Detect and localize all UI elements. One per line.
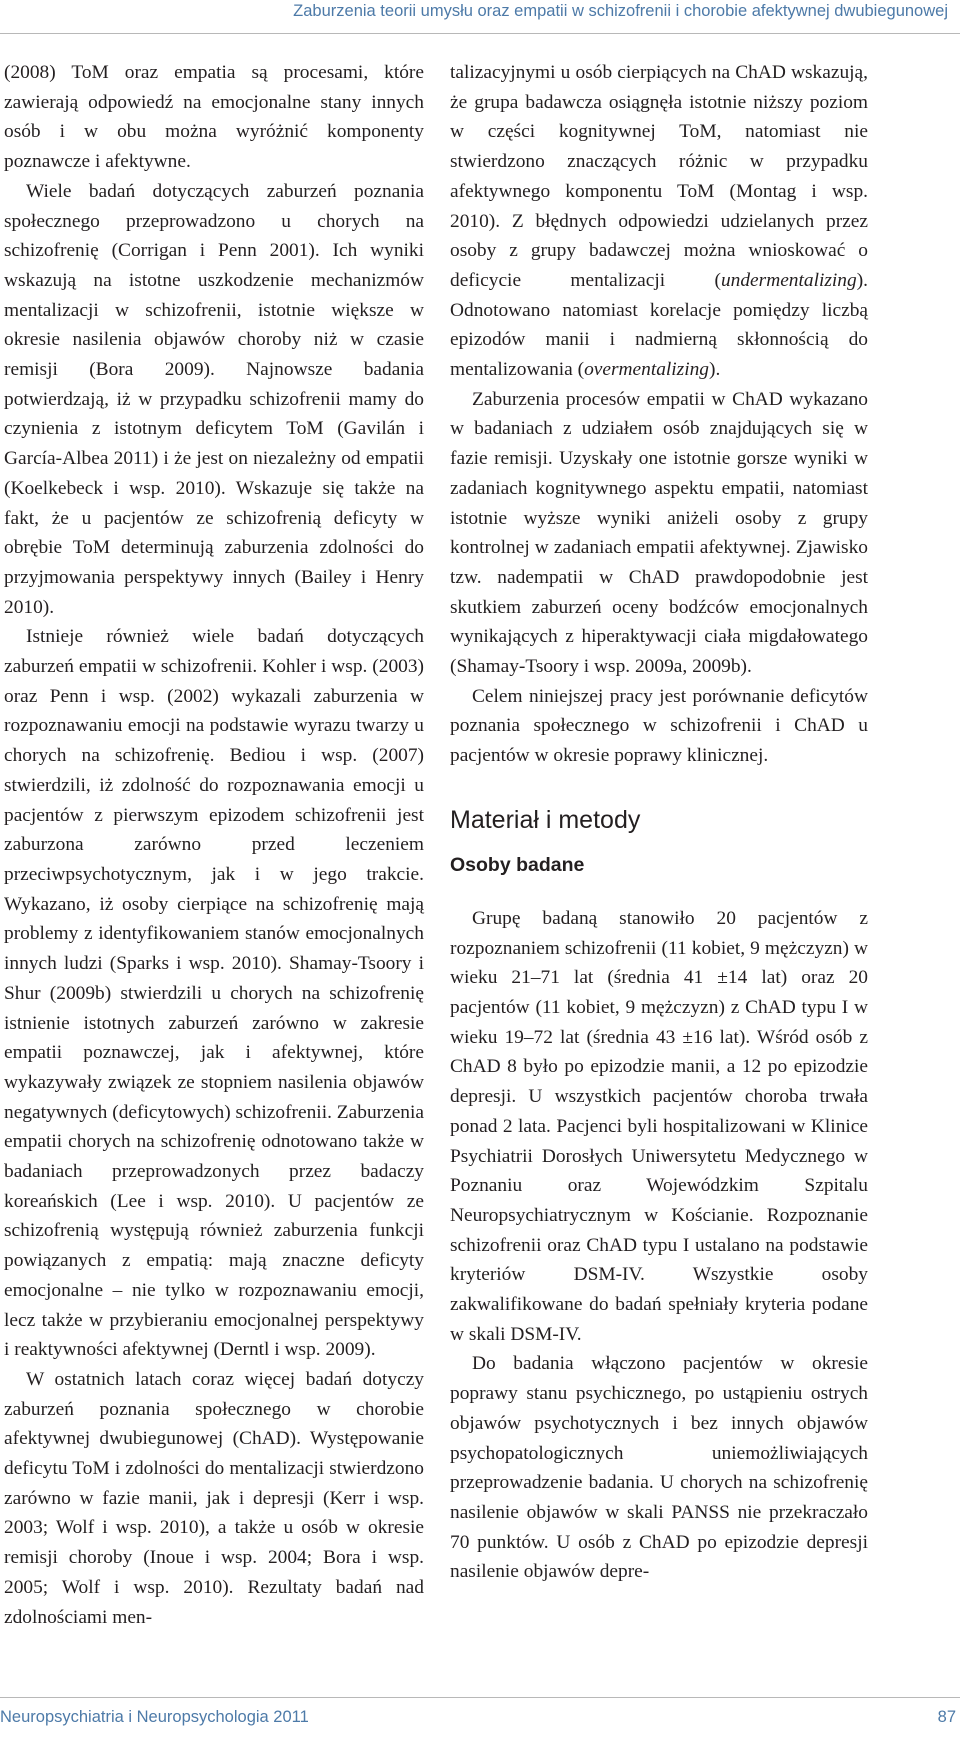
- left-column: [4, 58, 424, 1632]
- running-header: [0, 0, 960, 30]
- header-divider: [0, 33, 960, 34]
- paragraph-methods-1: Grupę badaną stanowiło 20 pacjentów z rozpoznaniem schizofrenii (11 kobiet, 9 mężczyzn) w wieku 21–71 lat (średnia 41 ±14 lat) oraz 20 pacjentów (11 kobiet, 9 mężczyzn) z ChAD typu I w wieku 19–72 lat (średnia 43 ±16 lat). Wśród osób z ChAD 8 było po epizodzie manii, a 12 po epizodzie depresji. U wszystkich pacjentów choroba trwała ponad 2 lata. Pacjenci byli hospitalizowani w Klinice Psychiatrii Dorosłych Uniwersytetu Medycznego w Poznaniu oraz Wojewódzkim Szpitalu Neuropsychiatrycznym w Kościanie. Rozpoznanie schizofrenii oraz ChAD typu I ustalano na podstawie kryteriów DSM-IV. Wszystkie osoby zakwalifikowane do badań spełniały kryteria podane w skali DSM-IV.: [450, 907, 868, 1345]
- paragraph-right-1: [450, 58, 868, 385]
- italic-term-undermentalizing: undermentalizing: [720, 269, 857, 291]
- footer-divider: [0, 1697, 960, 1698]
- subsection-heading: Osoby badane: [450, 853, 585, 876]
- paragraph-right-1-part-c: ).: [709, 359, 721, 381]
- journal-name: Neuropsychiatria i Neuropsychologia 2011: [0, 1708, 309, 1726]
- paragraph-methods-2: Do badania włączono pacjentów w okresie poprawy stanu psychicznego, po ustąpieniu ostrych objawów psychotycznych i bez innych objawów psychopatologicznych uniemożliwiających przeprowadzenie badania. U chorych na schizofrenię nasilenie objawów w skali PANSS nie przekraczało 70 punktów. U osób z ChAD po epizodzie depresji nasilenie objawów depre-: [450, 1353, 868, 1583]
- right-column: [450, 58, 868, 1587]
- paragraph-left-1: (2008) ToM oraz empatia są procesami, które zawierają odpowiedź na emocjonalne stany innych osób i w obu można wyróżnić komponenty poznawcze i afektywne.: [4, 62, 424, 173]
- italic-term-overmentalizing: overmentalizing: [584, 359, 710, 381]
- running-header-text: Zaburzenia teorii umysłu oraz empatii w schizofrenii i chorobie afektywnej dwubiegunowej: [293, 2, 948, 20]
- paragraph-left-4: W ostatnich latach coraz więcej badań dotyczy zaburzeń poznania społecznego w chorobie afektywnej dwubiegunowej (ChAD). Występowanie deficytu ToM i zdolności do mentalizacji stwierdzono zarówno w fazie manii, jak i depresji (Kerr i wsp. 2003; Wolf i wsp. 2010), a także u osób w okresie remisji choroby (Inoue i wsp. 2004; Bora i wsp. 2005; Wolf i wsp. 2010). Rezultaty badań nad zdolnościami men-: [4, 1368, 424, 1628]
- paragraph-right-1-part-b: ). Odnotowano natomiast korelacje pomiędzy liczbą epizodów manii i nadmierną skłonnością do mentalizowania (: [450, 269, 868, 381]
- page-number: 87: [937, 1708, 956, 1726]
- section-heading: Materiał i metody: [450, 805, 641, 834]
- paragraph-left-3: Istnieje również wiele badań dotyczących zaburzeń empatii w schizofrenii. Kohler i wsp. (2003) oraz Penn i wsp. (2002) wykazali zaburzenia w rozpoznawaniu emocji na podstawie wyrazu twarzy u chorych na schizofrenię. Bediou i wsp. (2007) stwierdzili, iż zdolność do rozpoznawania emocji u pacjentów z pierwszym epizodem schizofrenii jest zaburzona zarówno przed leczeniem przeciwpsychotycznym, jak i w jego trakcie. Wykazano, iż osoby cierpiące na schizofrenię mają problemy z identyfikowaniem stanów emocjonalnych innych ludzi (Sparks i wsp. 2010). Shamay-Tsoory i Shur (2009b) stwierdzili u chorych na schizofrenię istnienie istotnych zaburzeń zarówno w zakresie empatii poznawczej, jak i afektywnej, które wykazywały związek ze stopniem nasilenia objawów negatywnych (deficytowych) schizofrenii. Zaburzenia empatii chorych na schizofrenię odnotowano także w badaniach przeprowadzonych przez badaczy koreańskich (Lee i wsp. 2010). U pacjentów ze schizofrenią występują również zaburzenia funkcji powiązanych z empatią: mają znaczne deficyty emocjonalne – nie tylko w rozpoznawaniu emocji, lecz także w przybieraniu emocjonalnej perspektywy i reaktywności afektywnej (Derntl i wsp. 2009).: [4, 626, 424, 1361]
- paragraph-right-2: Zaburzenia procesów empatii w ChAD wykazano w badaniach z udziałem osób znajdujących się w fazie remisji. Uzyskały one istotnie gorsze wyniki w zadaniach kognitywnego aspektu empatii, natomiast istotnie wyższe wyniki aniżeli osoby z grupy kontrolnej w zadaniach empatii afektywnej. Zjawisko tzw. nadempatii w ChAD prawdopodobnie jest skutkiem zaburzeń oceny bodźców emocjonalnych wynikających z hiperaktywacji ciała migdałowatego (Shamay-Tsoory i wsp. 2009a, 2009b).: [450, 388, 868, 678]
- paragraph-right-3: Celem niniejszej pracy jest porównanie deficytów poznania społecznego w schizofrenii i ChAD u pacjentów w okresie poprawy klinicznej.: [450, 685, 868, 767]
- paragraph-left-2: Wiele badań dotyczących zaburzeń poznania społecznego przeprowadzono u chorych na schizofrenię (Corrigan i Penn 2001). Ich wyniki wskazują na istotne uszkodzenie mechanizmów mentalizacji w schizofrenii, istotnie większe w okresie nasilenia objawów choroby niż w czasie remisji (Bora 2009). Najnowsze badania potwierdzają, iż w przypadku schizofrenii mamy do czynienia z istotnym deficytem ToM (Gavilán i García-Albea 2011) i że jest on niezależny od empatii (Koelkebeck i wsp. 2010). Wskazuje się także na fakt, że u pacjentów ze schizofrenią deficyty w obrębie ToM determinują zaburzenia zdolności do przyjmowania perspektywy innych (Bailey i Henry 2010).: [4, 180, 424, 618]
- paragraph-right-1-part-a: talizacyjnymi u osób cierpiących na ChAD wskazują, że grupa badawcza osiągnęła istotnie niższy poziom w części kognitywnej ToM, natomiast nie stwierdzono znaczących różnic w przypadku afektywnego komponentu ToM (Montag i wsp. 2010). Z błędnych odpowiedzi udzielanych przez osoby z grupy badawczej można wnioskować o deficycie mentalizacji (: [450, 62, 868, 291]
